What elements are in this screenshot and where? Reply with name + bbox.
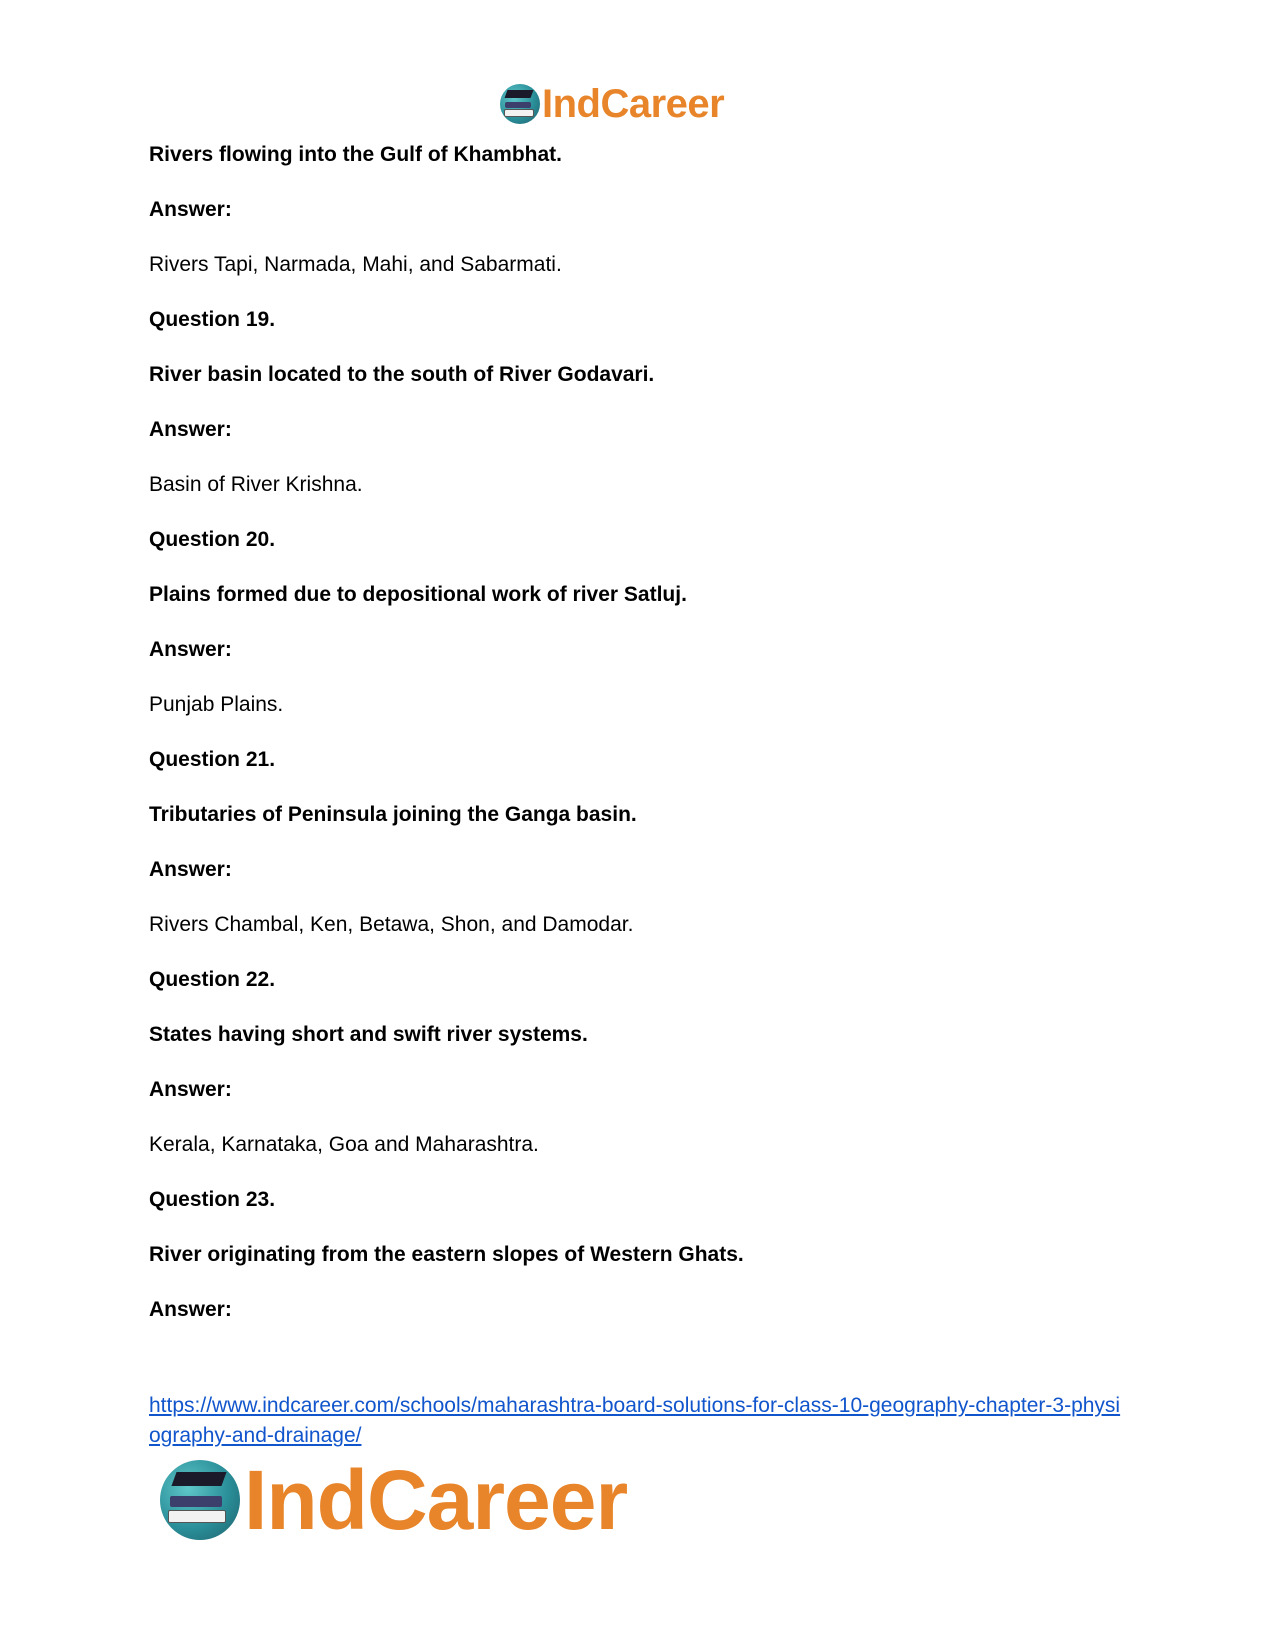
footer-logo — [160, 1455, 627, 1545]
question-number: Question 21. — [149, 748, 276, 771]
answer-text: Kerala, Karnataka, Goa and Maharashtra. — [149, 1133, 539, 1156]
question-number: Question 19. — [149, 308, 276, 331]
question-number: Question 20. — [149, 528, 276, 551]
answer-label: Answer: — [149, 418, 232, 441]
question-text: Plains formed due to depositional work of river Satluj. — [149, 583, 687, 606]
question-text: Rivers flowing into the Gulf of Khambhat. — [149, 143, 562, 166]
answer-label: Answer: — [149, 1078, 232, 1101]
answer-text: Rivers Tapi, Narmada, Mahi, and Sabarmati. — [149, 253, 562, 276]
question-text: River originating from the eastern slopes of Western Ghats. — [149, 1243, 744, 1266]
question-text: States having short and swift river systems. — [149, 1023, 588, 1046]
header-logo — [500, 80, 724, 128]
answer-text: Punjab Plains. — [149, 693, 284, 716]
question-number: Question 22. — [149, 968, 276, 991]
footer-logo-text: IndCareer — [244, 1453, 628, 1547]
source-url-link[interactable]: https://www.indcareer.com/schools/maharashtra-board-solutions-for-class-10-geography-chapter-3-physiography-and-drainage/ — [149, 1394, 1121, 1447]
header-logo-text: IndCareer — [542, 81, 725, 126]
answer-text: Basin of River Krishna. — [149, 473, 363, 496]
answer-text: Rivers Chambal, Ken, Betawa, Shon, and Damodar. — [149, 913, 634, 936]
graduation-globe-icon — [160, 1460, 240, 1540]
answer-label: Answer: — [149, 858, 232, 881]
question-number: Question 23. — [149, 1188, 276, 1211]
graduation-globe-icon — [500, 84, 540, 124]
answer-label: Answer: — [149, 1298, 232, 1321]
answer-label: Answer: — [149, 198, 232, 221]
document-body — [149, 142, 1129, 1352]
question-text: Tributaries of Peninsula joining the Ganga basin. — [149, 803, 637, 826]
question-text: River basin located to the south of River Godavari. — [149, 363, 655, 386]
answer-label: Answer: — [149, 638, 232, 661]
